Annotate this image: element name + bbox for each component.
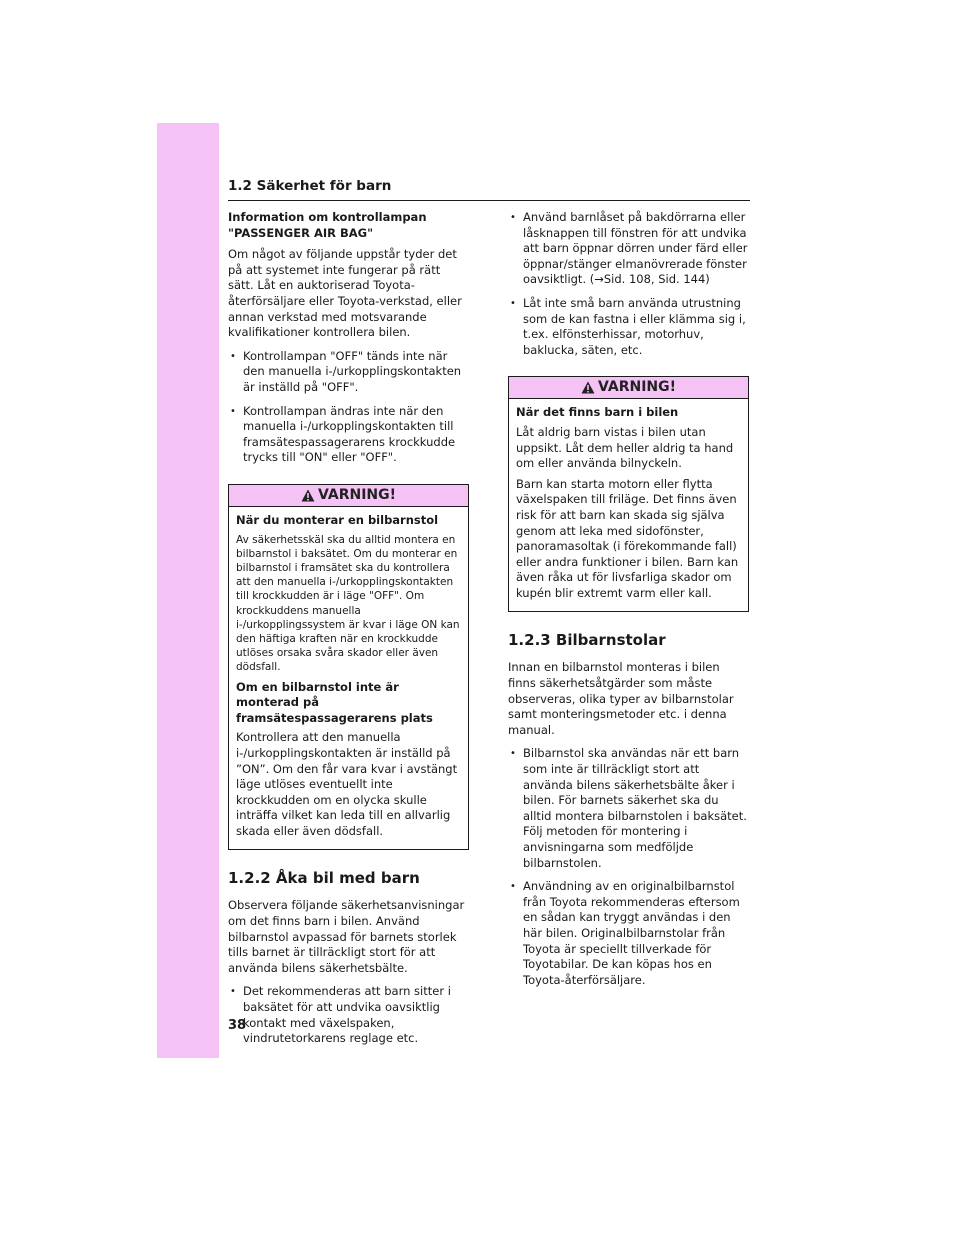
warning-subheading: Om en bilbarnstol inte är monterad på framsätespassagerarens plats xyxy=(236,679,433,725)
section-bullet-list xyxy=(508,746,749,988)
list-item: • Använd barnlåset på bakdörrarna eller låsknappen till fönstren för att undvika att barn öppnar dörren under färd eller öppnar/stänger elmanövrerade fönster oavsiktligt. (→Sid. 108, Sid. 144) xyxy=(508,210,749,288)
warning-text: Låt aldrig barn vistas i bilen utan uppsikt. Låt dem heller aldrig ta hand om eller använda bilnyckeln. xyxy=(516,424,734,471)
warning-subheading: När det finns barn i bilen xyxy=(516,405,679,420)
list-item: • Kontrollampan "OFF" tänds inte när den manuella i-/urkopplingskontakten är inställd på "OFF". xyxy=(228,349,469,396)
list-item: • Bilbarnstol ska användas när ett barn som inte är tillräckligt stort att använda bilens säkerhetsbälte åker i bilen. För barnets säkerhet ska du alltid montera bilbarnstolen i baksätet. Följ metoden för montering i anvisningarna som medföljde bilbarnstolen. xyxy=(508,746,749,871)
bullet-list xyxy=(508,210,749,358)
warning-label: VARNING! xyxy=(317,486,397,503)
list-item: • Det rekommenderas att barn sitter i baksätet för att undvika oavsiktlig kontakt med växelspaken, vindrutetorkarens reglage etc. xyxy=(228,984,469,1046)
warning-text: Kontrollera att den manuella i-/urkopplingskontakten är inställd på ”ON”. Om den får vara kvar i avstängt läge utlöses eventuellt inte krockkudden om en olycka skulle inträffa vilket kan leda till en allvarlig skada eller även dödsfall. xyxy=(236,730,458,838)
section-heading: 1.2.3 Bilbarnstolar xyxy=(508,631,666,650)
list-item: • Användning av en originalbilbarnstol från Toyota rekommenderas eftersom en sådan kan tryggt användas i den här bilen. Originalbilbarnstolar från Toyota är speciellt tillverkade för Toyotabilar. De kan köpas hos en Toyota-återförsäljare. xyxy=(508,879,749,988)
chapter-color-bar xyxy=(157,123,219,1058)
section-heading: 1.2.2 Åka bil med barn xyxy=(228,869,420,888)
warning-header xyxy=(509,377,748,399)
section-intro: Innan en bilbarnstol monteras i bilen finns säkerhetsåtgärder som måste observeras, olika typer av bilbarnstolar samt monteringsmetoder etc. i denna manual. xyxy=(508,660,734,737)
warning-triangle-icon xyxy=(581,381,595,394)
warning-text: Barn kan starta motorn eller flytta växelspaken till friläge. Det finns även risk för att barn kan skada sig själva genom att leka med sidofönster, panoramasoltak (i förekommande fall) eller andra funktioner i bilen. Barn kan även råka ut för livsfarliga skador om kupén blir extremt varm eller kall. xyxy=(516,476,739,600)
info-bullet-list xyxy=(228,349,469,466)
warning-header xyxy=(229,485,468,507)
warning-text: Av säkerhetsskäl ska du alltid montera en bilbarnstol i baksätet. Om du monterar en bilbarnstol i framsätet ska du kontrollera att den manuella i-/urkopplingskontakten till krockkudden är i läge "OFF". Om krockkuddens manuella i-/urkopplingssystem är kvar i läge ON kan den häftiga kraften när en krockkudde utlöses orsaka svåra skador eller även dödsfall. xyxy=(236,533,460,674)
list-item: • Låt inte små barn använda utrustning som de kan fastna i eller klämma sig i, t.ex. elfönsterhissar, motorhuv, baklucka, säten, etc. xyxy=(508,296,749,358)
right-column xyxy=(508,210,749,996)
section-header: 1.2 Säkerhet för barn xyxy=(228,178,750,201)
section-intro: Observera följande säkerhetsanvisningar om det finns barn i bilen. Använd bilbarnstol avpassad för barnets storlek tills barnet är tillräckligt stort för att använda bilens säkerhetsbälte. xyxy=(228,898,465,975)
warning-label: VARNING! xyxy=(597,379,677,396)
warning-box xyxy=(508,376,749,612)
warning-body xyxy=(229,507,468,850)
warning-box xyxy=(228,484,469,851)
list-item: • Kontrollampan ändras inte när den manuella i-/urkopplingskontakten till framsätespassagerarens krockkudde trycks till "ON" eller "OFF". xyxy=(228,404,469,466)
warning-triangle-icon xyxy=(301,489,315,502)
left-column xyxy=(228,210,469,1055)
section-bullet-list xyxy=(228,984,469,1046)
warning-subheading: När du monterar en bilbarnstol xyxy=(236,512,439,527)
info-text: Om något av följande uppstår tyder det på att systemet inte fungerar på rätt sätt. Låt en auktoriserad Toyota-återförsäljare eller Toyota-verkstad, eller annan verkstad med motsvarande kvalifikationer kontrollera bilen. xyxy=(228,247,462,340)
page-number: 38 xyxy=(228,1018,247,1033)
info-heading: Information om kontrollampan "PASSENGER AIR BAG" xyxy=(228,210,427,240)
warning-body xyxy=(509,399,748,611)
